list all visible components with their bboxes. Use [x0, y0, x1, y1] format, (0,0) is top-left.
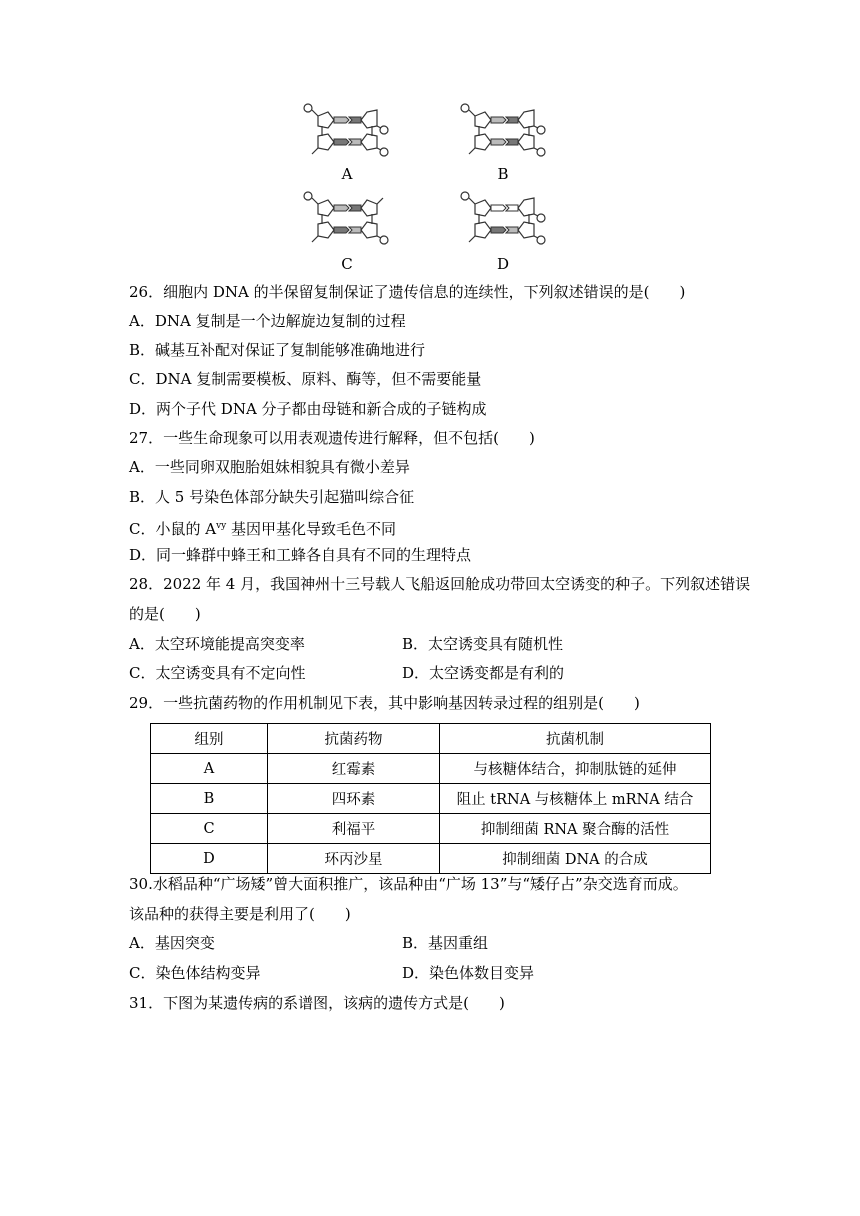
- figure-label-b: B: [497, 165, 509, 183]
- q27-option-d: D．同一蜂群中蜂王和工蜂各自具有不同的生理特点: [129, 546, 472, 564]
- q26-option-c: C．DNA 复制需要模板、原料、酶等，但不需要能量: [129, 370, 482, 388]
- table-cell: D: [151, 844, 268, 874]
- table-cell: 阻止 tRNA 与核糖体上 mRNA 结合: [440, 784, 711, 814]
- q27-option-c-suffix: 基因甲基化导致毛色不同: [226, 520, 397, 538]
- q27-option-c: [129, 516, 396, 539]
- q28-option-a: A．太空环境能提高突变率: [129, 635, 305, 653]
- q27-option-a: A．一些同卵双胞胎姐妹相貌具有微小差异: [129, 458, 410, 476]
- q28-option-c: C．太空诱变具有不定向性: [129, 664, 306, 682]
- dna-figure-d: [457, 188, 552, 248]
- table-row: [151, 844, 711, 874]
- table-cell: 与核糖体结合，抑制肽链的延伸: [440, 754, 711, 784]
- q31-stem: 31．下图为某遗传病的系谱图，该病的遗传方式是( ): [129, 994, 505, 1012]
- table-row: [151, 784, 711, 814]
- table-header-cell: 抗菌机制: [440, 724, 711, 754]
- q27-stem: 27．一些生命现象可以用表观遗传进行解释，但不包括( ): [129, 429, 535, 447]
- q27-option-b: B．人 5 号染色体部分缺失引起猫叫综合征: [129, 488, 415, 506]
- table-header-cell: 抗菌药物: [268, 724, 440, 754]
- q30-option-a: A．基因突变: [129, 934, 215, 952]
- table-cell: A: [151, 754, 268, 784]
- table-cell: 抑制细菌 RNA 聚合酶的活性: [440, 814, 711, 844]
- table-row: [151, 754, 711, 784]
- q30-stem-line1: 30.水稻品种“广场矮”曾大面积推广，该品种由“广场 13”与“矮仔占”杂交选育而成。: [129, 875, 688, 893]
- q28-stem-line1: 28．2022 年 4 月，我国神州十三号载人飞船返回舱成功带回太空诱变的种子。下列叙述错误: [129, 575, 751, 593]
- table-row: [151, 814, 711, 844]
- q26-stem: 26．细胞内 DNA 的半保留复制保证了遗传信息的连续性，下列叙述错误的是( ): [129, 283, 686, 301]
- table-header-cell: 组别: [151, 724, 268, 754]
- figure-label-d: D: [496, 255, 510, 273]
- q26-option-d: D．两个子代 DNA 分子都由母链和新合成的子链构成: [129, 400, 487, 418]
- q26-option-a: A．DNA 复制是一个边解旋边复制的过程: [129, 312, 406, 330]
- q29-stem: 29．一些抗菌药物的作用机制见下表，其中影响基因转录过程的组别是( ): [129, 694, 640, 712]
- q28-option-b: B．太空诱变具有随机性: [402, 635, 564, 653]
- q28-stem-line2: 的是( ): [129, 605, 201, 623]
- q26-option-b: B．碱基互补配对保证了复制能够准确地进行: [129, 341, 426, 359]
- dna-figure-b: [457, 100, 552, 160]
- figure-label-c: C: [341, 255, 353, 273]
- q28-option-d: D．太空诱变都是有利的: [402, 664, 565, 682]
- table-cell: 环丙沙星: [268, 844, 440, 874]
- q30-option-d: D．染色体数目变异: [402, 964, 535, 982]
- antibacterial-table: [150, 723, 711, 874]
- table-cell: 抑制细菌 DNA 的合成: [440, 844, 711, 874]
- dna-figure-a: [300, 100, 395, 160]
- table-cell: 利福平: [268, 814, 440, 844]
- table-cell: 四环素: [268, 784, 440, 814]
- q30-option-c: C．染色体结构变异: [129, 964, 261, 982]
- table-cell: B: [151, 784, 268, 814]
- figure-label-a: A: [341, 165, 353, 183]
- table-cell: 红霉素: [268, 754, 440, 784]
- table-header-row: [151, 724, 711, 754]
- q30-option-b: B．基因重组: [402, 934, 489, 952]
- q27-option-c-prefix: C．小鼠的 A: [129, 520, 217, 538]
- q27-option-c-superscript: vy: [216, 521, 227, 531]
- dna-figure-c: [300, 188, 395, 248]
- table-cell: C: [151, 814, 268, 844]
- q30-stem-line2: 该品种的获得主要是利用了( ): [129, 905, 351, 923]
